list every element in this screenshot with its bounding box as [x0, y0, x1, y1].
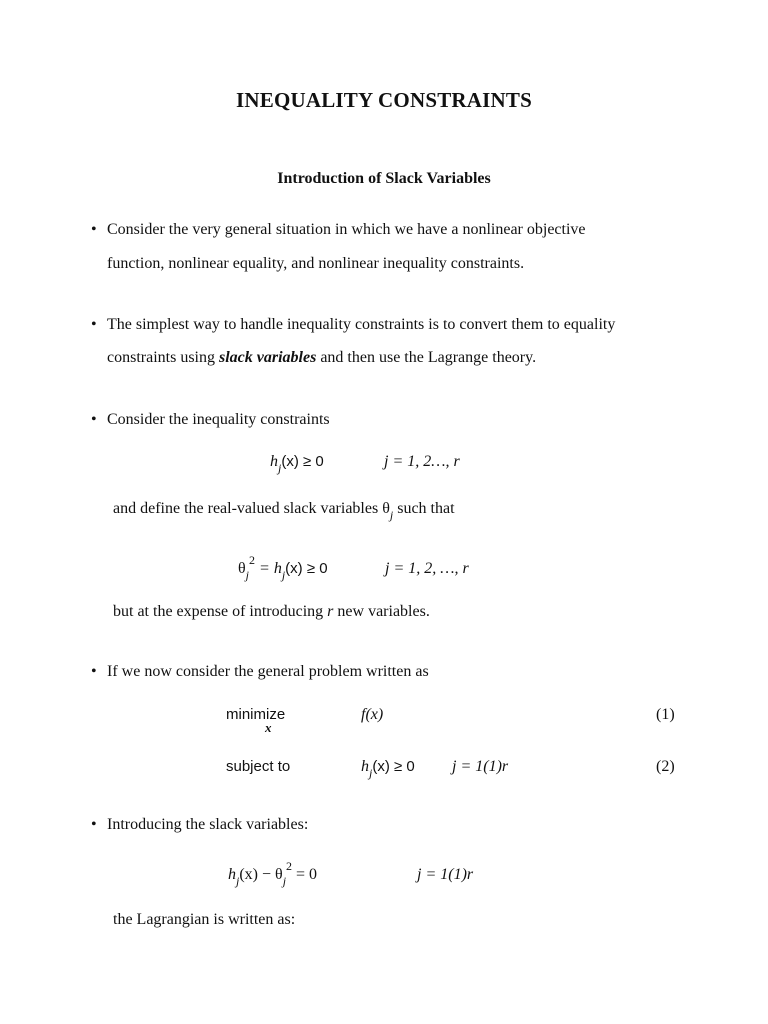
bullet-marker: • [91, 411, 97, 428]
paragraph-2-text-post: and then use the Lagrange theory. [316, 349, 537, 366]
slack-definition-equation [238, 553, 328, 582]
constraint-argument: (x) ≥ 0 [372, 758, 415, 775]
slack-eq-h: h [228, 866, 236, 883]
section-subtitle: Introduction of Slack Variables [277, 170, 491, 187]
equation-number-1: (1) [656, 706, 675, 723]
eq-theta-subscript: j [245, 568, 250, 582]
theta-symbol: θ [382, 500, 390, 517]
slack-eq-superscript: 2 [286, 859, 293, 873]
slack-eq-theta-subscript: j [282, 874, 287, 888]
paragraph-2-line-1: The simplest way to handle inequality constraints is to convert them to equality [107, 316, 616, 333]
inequality-constraint-equation [270, 453, 324, 475]
eq-rhs-argument: (x) ≥ 0 [285, 560, 328, 577]
expense-r: r [327, 603, 334, 620]
eq-rhs-h: = h [259, 560, 282, 577]
equation-number-2: (2) [656, 758, 675, 775]
constraint-h: h [361, 758, 369, 775]
paragraph-5-line-1: Introducing the slack variables: [107, 816, 309, 833]
minimize-variable: x [265, 720, 272, 735]
expense-text-post: new variables. [333, 603, 430, 620]
define-text-post: such that [393, 500, 455, 517]
slack-eq-rhs: = 0 [292, 866, 318, 883]
paragraph-1-line-1: Consider the very general situation in which we have a nonlinear objective [107, 221, 586, 238]
constraint-equation [361, 758, 415, 780]
paragraph-2-text-pre: constraints using [107, 349, 219, 366]
paragraph-4-line-1: If we now consider the general problem written as [107, 663, 429, 680]
slack-eq-subscript: j [236, 874, 240, 888]
objective-function: f(x) [361, 706, 384, 723]
eq-subscript-j: j [278, 461, 282, 475]
eq-theta: θ [238, 560, 246, 577]
subject-to-label: subject to [226, 758, 291, 775]
inequality-constraint-range: j = 1, 2…, r [384, 453, 460, 470]
paragraph-1-line-2: function, nonlinear equality, and nonlinear inequality constraints. [107, 255, 525, 272]
expense-text [113, 603, 430, 621]
bullet-marker: • [91, 663, 97, 680]
lagrangian-text: the Lagrangian is written as: [113, 911, 296, 928]
bullet-marker: • [91, 816, 97, 833]
slack-equality-equation [228, 859, 318, 888]
eq-rhs-subscript: j [281, 568, 286, 582]
bullet-marker: • [91, 316, 97, 333]
slack-variables-emphasis: slack variables [219, 349, 317, 366]
page-title: INEQUALITY CONSTRAINTS [236, 88, 532, 112]
theta-subscript: j [389, 508, 394, 522]
constraint-range: j = 1(1)r [452, 758, 509, 775]
bullet-marker: • [91, 221, 97, 238]
slack-equality-range: j = 1(1)r [417, 866, 474, 883]
paragraph-2-line-2 [107, 349, 536, 367]
slack-definition-range: j = 1, 2, …, r [385, 560, 469, 577]
minimize-label: minimize [226, 706, 286, 723]
define-text-pre: and define the real-valued slack variables [113, 500, 383, 517]
constraint-subscript: j [369, 766, 373, 780]
paragraph-3-line-1: Consider the inequality constraints [107, 411, 330, 428]
expense-text-pre: but at the expense of introducing [113, 603, 328, 620]
eq-symbol-h: h [270, 453, 278, 470]
eq-theta-superscript: 2 [249, 553, 256, 567]
define-slack-text [113, 500, 455, 522]
eq-argument: (x) ≥ 0 [281, 453, 324, 470]
slack-eq-middle: (x) − θ [239, 866, 283, 883]
